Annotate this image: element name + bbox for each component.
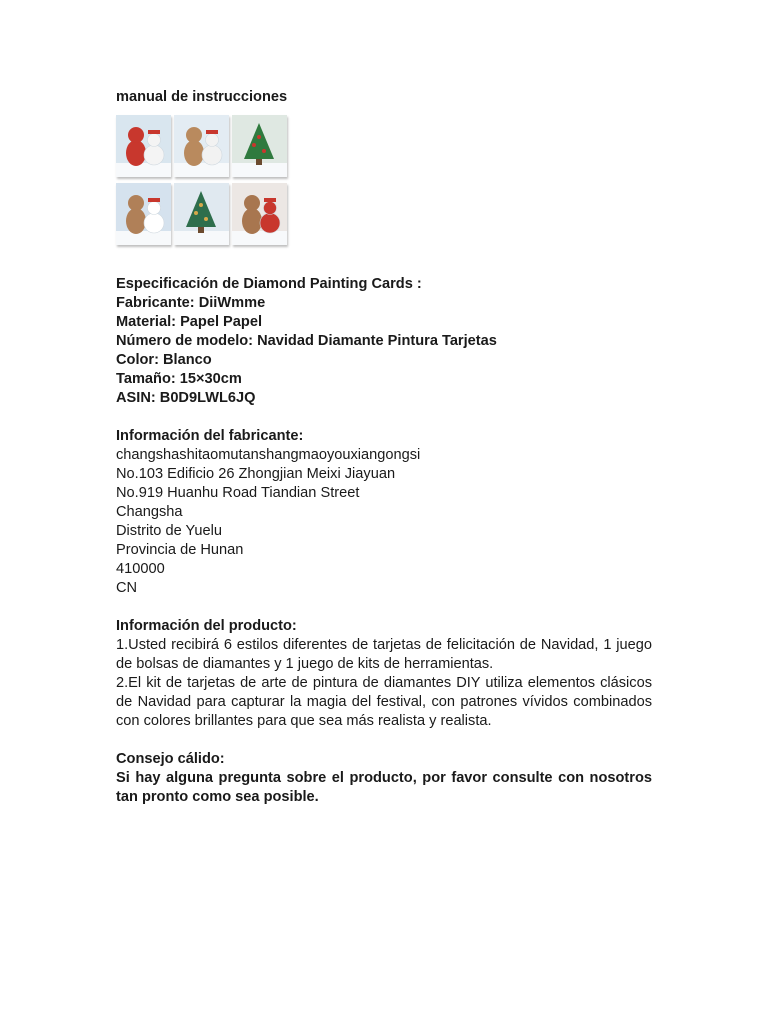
- card-snow-ground: [116, 163, 171, 177]
- card-tree-trunk: [256, 159, 262, 165]
- tip-text: Si hay alguna pregunta sobre el producto, por favor consulte con nosotros tan pronto como sea posible.: [116, 770, 652, 805]
- card-snowman-body: [202, 145, 222, 165]
- card-figure-head: [186, 127, 202, 143]
- spacer: [116, 408, 652, 427]
- spec-asin: ASIN: B0D9LWL6JQ: [116, 390, 256, 406]
- card-snow-ground: [174, 163, 229, 177]
- card-ornament: [252, 143, 256, 147]
- card-snowman-body: [260, 213, 280, 233]
- santa-snowman-card-icon: [116, 115, 171, 177]
- manufacturer-section: [116, 427, 652, 598]
- reindeer-snowman-card-icon: [232, 183, 287, 245]
- card-snowman-body: [144, 213, 164, 233]
- card-figure-head: [128, 127, 144, 143]
- document-content: [116, 88, 652, 807]
- manufacturer-district: Distrito de Yuelu: [116, 523, 223, 539]
- card-image-3: [232, 115, 287, 177]
- manufacturer-province: Provincia de Hunan: [116, 542, 244, 558]
- card-hat: [148, 198, 160, 202]
- card-snowman-head: [148, 202, 161, 215]
- card-snow-ground: [174, 231, 229, 245]
- card-snowman-head: [264, 202, 277, 215]
- manufacturer-city: Changsha: [116, 504, 183, 520]
- card-figure-body: [126, 140, 146, 166]
- specification-section: [116, 275, 652, 408]
- card-ornament: [257, 135, 261, 139]
- product-image-gallery: [116, 115, 652, 245]
- card-tree-trunk: [198, 227, 204, 233]
- card-snowman-body: [144, 145, 164, 165]
- product-info-paragraph-2: 2.El kit de tarjetas de arte de pintura de diamantes DIY utiliza elementos clásicos de Navidad para capturar la magia del festival, con patrones vívidos combinados con colores brillantes para que sea más realista y realista.: [116, 675, 652, 729]
- manufacturer-name: changshashitaomutanshangmaoyouxiangongsi: [116, 447, 421, 463]
- specification-heading: Especificación de Diamond Painting Cards :: [116, 276, 422, 292]
- winter-deer-card-icon: [116, 183, 171, 245]
- card-ornament: [204, 217, 208, 221]
- tip-heading: Consejo cálido:: [116, 751, 225, 767]
- spec-manufacturer: Fabricante: DiiWmme: [116, 295, 266, 311]
- spec-size: Tamaño: 15×30cm: [116, 371, 242, 387]
- card-snow-ground: [232, 231, 287, 245]
- spacer: [116, 731, 652, 750]
- decorated-tree-card-icon: [174, 183, 229, 245]
- manufacturer-heading: Información del fabricante:: [116, 428, 304, 444]
- card-snow-ground: [116, 231, 171, 245]
- card-image-4: [116, 183, 171, 245]
- tip-section: [116, 750, 652, 807]
- card-ornament: [194, 211, 198, 215]
- spec-material: Material: Papel Papel: [116, 314, 262, 330]
- christmas-tree-card-icon: [232, 115, 287, 177]
- card-image-1: [116, 115, 171, 177]
- card-snowman-head: [206, 134, 219, 147]
- deer-snowflake-card-icon: [174, 115, 229, 177]
- card-figure-body: [242, 208, 262, 234]
- card-figure-head: [244, 195, 260, 211]
- manufacturer-postal-code: 410000: [116, 561, 165, 577]
- manufacturer-address-line-1: No.103 Edificio 26 Zhongjian Meixi Jiayuan: [116, 466, 396, 482]
- card-hat: [148, 130, 160, 134]
- card-figure-body: [126, 208, 146, 234]
- product-info-heading: Información del producto:: [116, 618, 297, 634]
- spec-model-number: Número de modelo: Navidad Diamante Pintura Tarjetas: [116, 333, 497, 349]
- card-image-2: [174, 115, 229, 177]
- spacer: [116, 598, 652, 617]
- card-snow-ground: [232, 163, 287, 177]
- manufacturer-address-line-2: No.919 Huanhu Road Tiandian Street: [116, 485, 360, 501]
- card-image-6: [232, 183, 287, 245]
- card-ornament: [262, 149, 266, 153]
- product-info-section: [116, 617, 652, 731]
- spec-color: Color: Blanco: [116, 352, 212, 368]
- card-snowman-head: [148, 134, 161, 147]
- card-figure-head: [128, 195, 144, 211]
- document-title: manual de instrucciones: [116, 89, 288, 105]
- card-hat: [206, 130, 218, 134]
- card-hat: [264, 198, 276, 202]
- card-ornament: [199, 203, 203, 207]
- product-info-paragraph-1: 1.Usted recibirá 6 estilos diferentes de tarjetas de felicitación de Navidad, 1 juego de bolsas de diamantes y 1 juego de kits de herramientas.: [116, 637, 652, 672]
- card-figure-body: [184, 140, 204, 166]
- manufacturer-country: CN: [116, 580, 138, 596]
- card-image-5: [174, 183, 229, 245]
